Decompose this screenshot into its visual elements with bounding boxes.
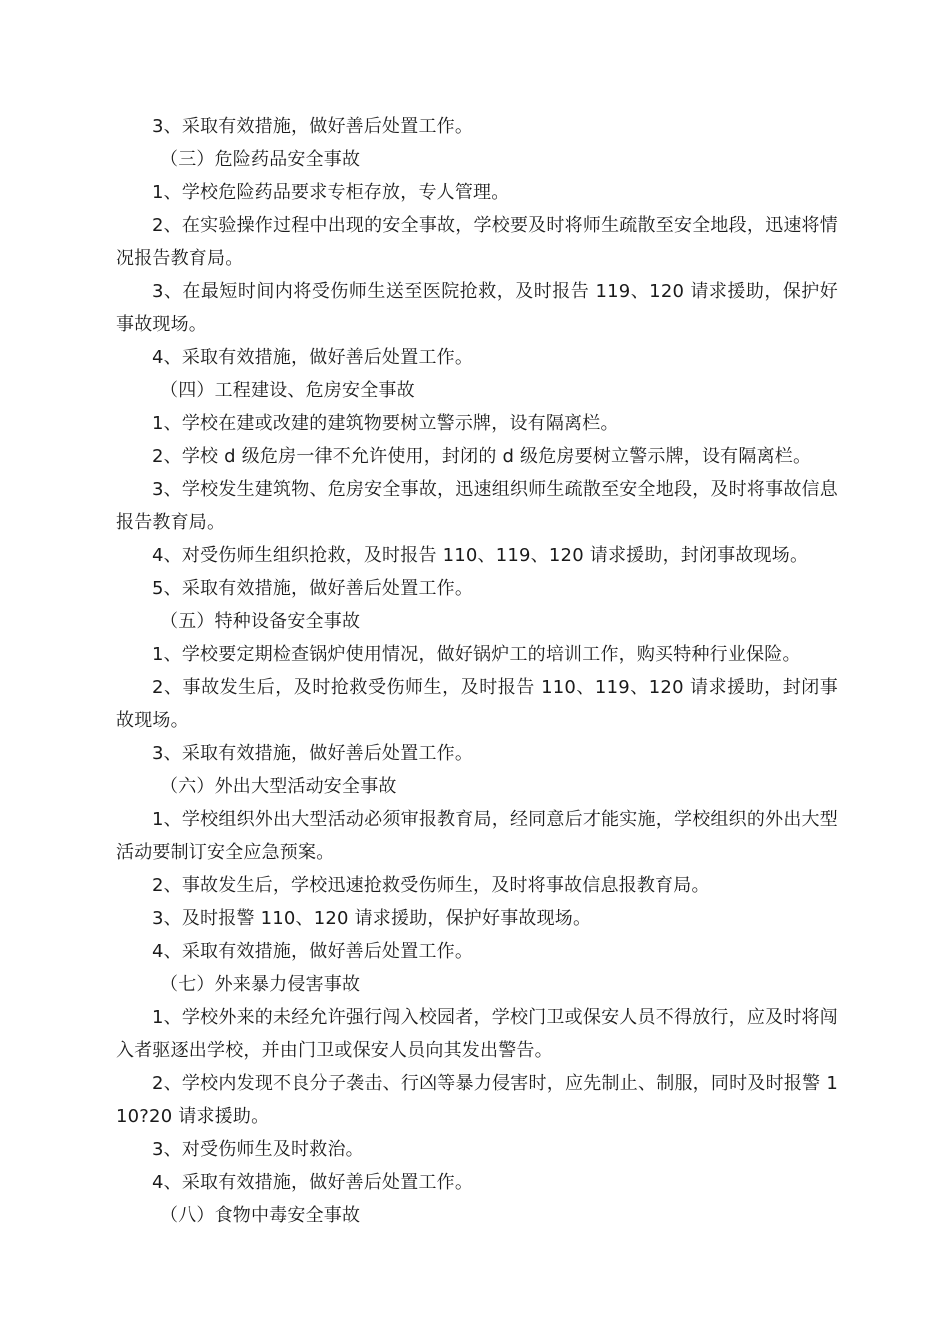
- list-item-paragraph: 3、采取有效措施，做好善后处置工作。: [152, 743, 474, 764]
- list-item-paragraph: 3、在最短时间内将受伤师生送至医院抢救，及时报告 119、120 请求援助，保护好事故现场。: [116, 281, 838, 335]
- list-item-paragraph: 4、采取有效措施，做好善后处置工作。: [152, 347, 474, 368]
- list-item-paragraph: 3、及时报警 110、120 请求援助，保护好事故现场。: [152, 908, 592, 929]
- list-item-paragraph: 3、学校发生建筑物、危房安全事故，迅速组织师生疏散至安全地段，及时将事故信息报告教育局。: [116, 479, 838, 533]
- list-item-paragraph: 1、学校外来的未经允许强行闯入校园者，学校门卫或保安人员不得放行，应及时将闯入者驱逐出学校，并由门卫或保安人员向其发出警告。: [116, 1007, 838, 1061]
- list-item-paragraph: 2、学校内发现不良分子袭击、行凶等暴力侵害时，应先制止、制服，同时及时报警 110?20 请求援助。: [116, 1073, 838, 1127]
- section-heading: （四）工程建设、危房安全事故: [160, 380, 415, 401]
- section-heading: （六）外出大型活动安全事故: [160, 776, 397, 797]
- list-item-paragraph: 2、在实验操作过程中出现的安全事故，学校要及时将师生疏散至安全地段，迅速将情况报告教育局。: [116, 215, 838, 269]
- list-item-paragraph: 4、采取有效措施，做好善后处置工作。: [152, 1172, 474, 1193]
- section-heading: （三）危险药品安全事故: [160, 149, 361, 170]
- section-heading: （八）食物中毒安全事故: [160, 1205, 361, 1226]
- list-item-paragraph: 1、学校在建或改建的建筑物要树立警示牌，设有隔离栏。: [152, 413, 619, 434]
- list-item-paragraph: 2、事故发生后，及时抢救受伤师生，及时报告 110、119、120 请求援助，封闭事故现场。: [116, 677, 838, 731]
- list-item-paragraph: 1、学校组织外出大型活动必须审报教育局，经同意后才能实施，学校组织的外出大型活动要制订安全应急预案。: [116, 809, 838, 863]
- list-item-paragraph: 2、事故发生后，学校迅速抢救受伤师生，及时将事故信息报教育局。: [152, 875, 710, 896]
- list-item-paragraph: 4、对受伤师生组织抢救，及时报告 110、119、120 请求援助，封闭事故现场。: [152, 545, 809, 566]
- list-item-paragraph: 5、采取有效措施，做好善后处置工作。: [152, 578, 474, 599]
- list-item-paragraph: 4、采取有效措施，做好善后处置工作。: [152, 941, 474, 962]
- section-heading: （七）外来暴力侵害事故: [160, 974, 361, 995]
- document-body: [116, 110, 838, 1232]
- section-heading: （五）特种设备安全事故: [160, 611, 361, 632]
- list-item-paragraph: 3、对受伤师生及时救治。: [152, 1139, 364, 1160]
- list-item-paragraph: 2、学校 d 级危房一律不允许使用，封闭的 d 级危房要树立警示牌，设有隔离栏。: [152, 446, 812, 467]
- list-item-paragraph: 1、学校要定期检查锅炉使用情况，做好锅炉工的培训工作，购买特种行业保险。: [152, 644, 801, 665]
- list-item-paragraph: 1、学校危险药品要求专柜存放，专人管理。: [152, 182, 510, 203]
- list-item-paragraph: 3、采取有效措施，做好善后处置工作。: [152, 116, 474, 137]
